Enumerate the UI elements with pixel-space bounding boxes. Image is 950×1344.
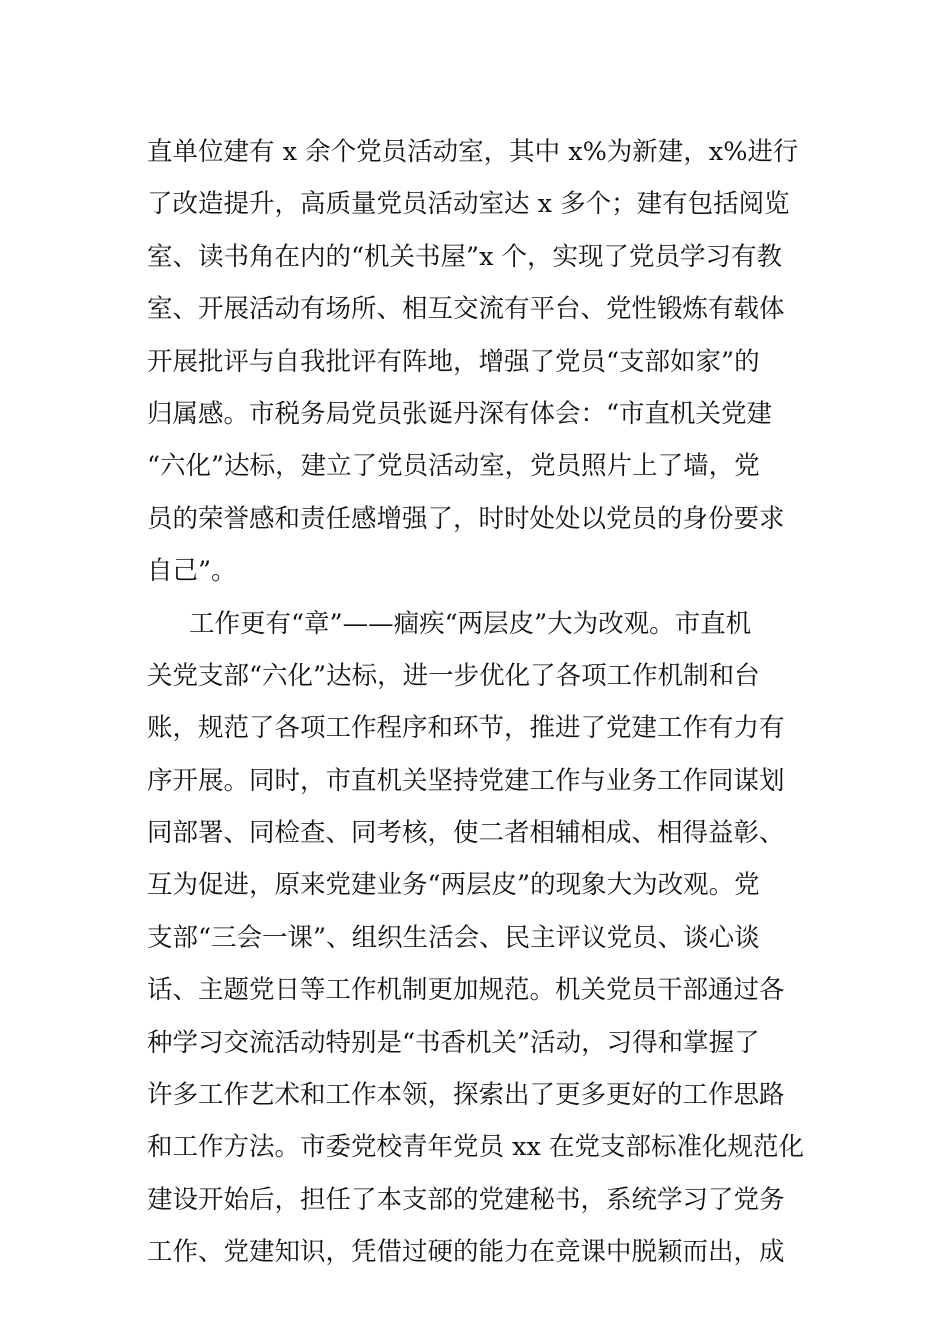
text-line: 归属感。市税务局党员张诞丹深有体会：“市直机关党建 — [147, 398, 773, 429]
text-line: 开展批评与自我批评有阵地，增强了党员“支部如家”的 — [147, 346, 760, 377]
text-line: 和工作方法。市委党校青年党员 xx 在党支部标准化规范化 — [147, 1132, 804, 1163]
text-line: 互为促进，原来党建业务“两层皮”的现象大为改观。党 — [147, 870, 760, 901]
text-line: 话、主题党日等工作机制更加规范。机关党员干部通过各 — [147, 975, 785, 1006]
text-line: 关党支部“六化”达标，进一步优化了各项工作机制和台 — [147, 660, 760, 691]
paragraph-first-line: 工作更有“章”——痼疾“两层皮”大为改观。市直机 — [189, 608, 752, 639]
text-line: 同部署、同检查、同考核，使二者相辅相成、相得益彰、 — [147, 818, 785, 849]
text-line: 支部“三会一课”、组织生活会、民主评议党员、谈心谈 — [147, 922, 760, 953]
text-line: 室、开展活动有场所、相互交流有平台、党性锻炼有载体 — [147, 294, 785, 325]
text-line: 自己”。 — [147, 556, 237, 587]
text-line: 许多工作艺术和工作本领，探索出了更多更好的工作思路 — [147, 1080, 785, 1111]
text-line: 工作、党建知识，凭借过硬的能力在竞课中脱颖而出，成 — [147, 1237, 785, 1268]
body-text — [147, 126, 807, 1279]
text-line: 序开展。同时，市直机关坚持党建工作与业务工作同谋划 — [147, 765, 785, 796]
text-line: 了改造提升，高质量党员活动室达 x 多个；建有包括阅览 — [147, 189, 790, 220]
text-line: 直单位建有 x 余个党员活动室，其中 x%为新建，x%进行 — [147, 137, 799, 167]
text-line: “六化”达标，建立了党员活动室，党员照片上了墙，党 — [147, 451, 760, 482]
text-line: 种学习交流活动特别是“书香机关”活动，习得和掌握了 — [147, 1027, 760, 1058]
text-line: 室、读书角在内的“机关书屋”x 个，实现了党员学习有教 — [147, 241, 783, 272]
text-line: 账，规范了各项工作程序和环节，推进了党建工作有力有 — [147, 713, 785, 744]
text-line: 员的荣誉感和责任感增强了，时时处处以党员的身份要求 — [147, 503, 785, 534]
text-line: 建设开始后，担任了本支部的党建秘书，系统学习了党务 — [147, 1184, 785, 1215]
